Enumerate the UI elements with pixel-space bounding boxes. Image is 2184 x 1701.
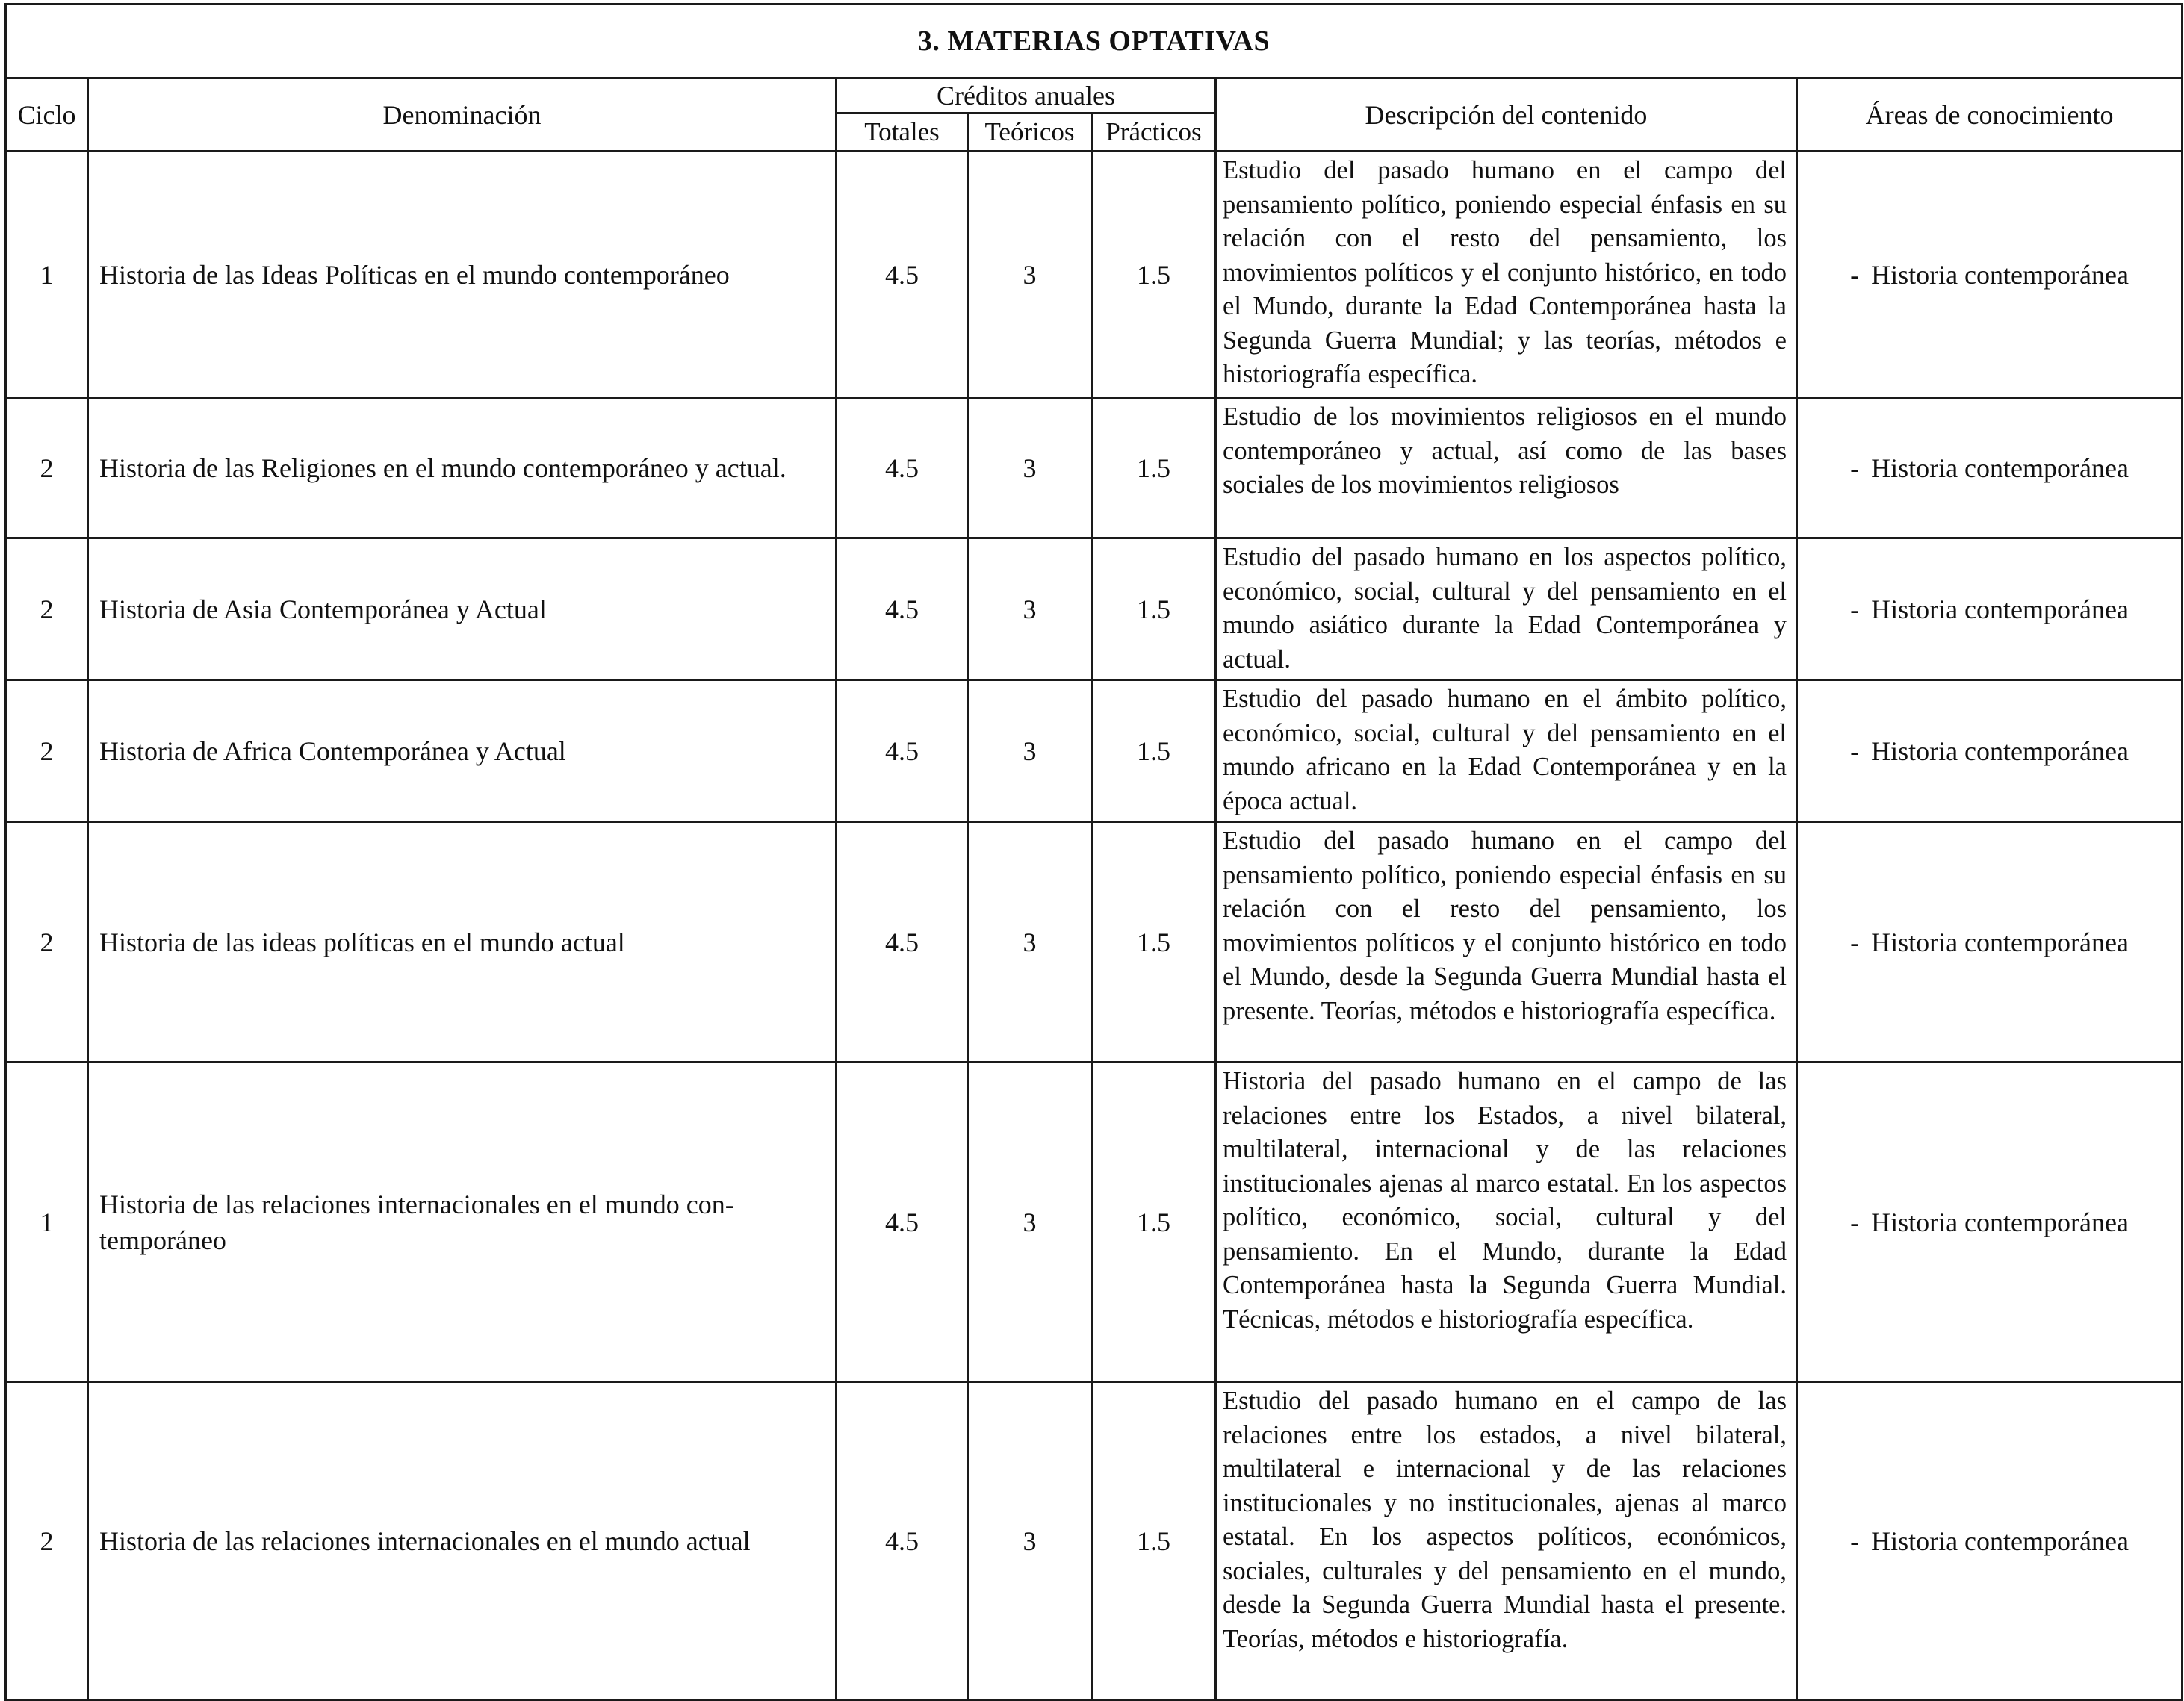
table-row [6, 398, 2183, 538]
totales-cell: 4.5 [837, 822, 968, 1063]
area-cell [1797, 1063, 2183, 1382]
teoricos-cell: 3 [968, 680, 1092, 822]
header-totales: Totales [837, 113, 968, 152]
header-ciclo: Ciclo [6, 78, 88, 152]
area-cell [1797, 398, 2183, 538]
teoricos-cell: 3 [968, 538, 1092, 680]
practicos-cell: 1.5 [1092, 152, 1216, 398]
ciclo-cell: 2 [6, 538, 88, 680]
denominacion-cell: Historia de las relaciones internacionales en el mundo actual [88, 1382, 837, 1700]
table-row [6, 1063, 2183, 1382]
descripcion-cell: Historia del pasado humano en el campo de las relaciones entre los Estados, a nivel bilateral, multilateral, internacional y de las relaciones institucionales ajenas al marco estatal. En los aspectos político, económico, social, cultural y del pensamiento. En el Mundo, durante la Edad Contemporánea hasta la Segunda Guerra Mundial. Técnicas, métodos e historiografía específica. [1216, 1063, 1797, 1382]
totales-cell: 4.5 [837, 538, 968, 680]
bullet-dash: - [1850, 1526, 1860, 1556]
table-row [6, 680, 2183, 822]
practicos-cell: 1.5 [1092, 398, 1216, 538]
area-label: Historia contemporánea [1871, 259, 2129, 290]
totales-cell: 4.5 [837, 152, 968, 398]
area-cell [1797, 1382, 2183, 1700]
header-creditos-anuales: Créditos anuales [837, 78, 1216, 113]
denominacion-cell: Historia de las Religiones en el mundo contemporáneo y actual. [88, 398, 837, 538]
teoricos-cell: 3 [968, 822, 1092, 1063]
area-label: Historia contemporánea [1871, 453, 2129, 483]
teoricos-cell: 3 [968, 398, 1092, 538]
teoricos-cell: 3 [968, 1382, 1092, 1700]
descripcion-cell: Estudio de los movimientos religiosos en el mundo contemporáneo y actual, así como de las bases sociales de los movimientos religiosos [1216, 398, 1797, 538]
header-denominacion: Denominación [88, 78, 837, 152]
optional-subjects-table [4, 3, 2183, 1701]
bullet-dash: - [1850, 259, 1860, 290]
ciclo-cell: 2 [6, 822, 88, 1063]
teoricos-cell: 3 [968, 1063, 1092, 1382]
practicos-cell: 1.5 [1092, 680, 1216, 822]
denominacion-cell: Historia de las relaciones internacionales en el mundo contemporáneo [88, 1063, 837, 1382]
area-label: Historia contemporánea [1871, 594, 2129, 624]
bullet-dash: - [1850, 594, 1860, 624]
denominacion-cell: Historia de las Ideas Políticas en el mundo contemporáneo [88, 152, 837, 398]
area-label: Historia contemporánea [1871, 1526, 2129, 1556]
area-cell [1797, 680, 2183, 822]
table-row [6, 538, 2183, 680]
bullet-dash: - [1850, 453, 1860, 483]
ciclo-cell: 2 [6, 398, 88, 538]
practicos-cell: 1.5 [1092, 822, 1216, 1063]
area-label: Historia contemporánea [1871, 927, 2129, 957]
descripcion-cell: Estudio del pasado humano en el ámbito político, económico, social, cultural y del pensamiento en el mundo africano en la Edad Contemporánea y en la época actual. [1216, 680, 1797, 822]
area-cell [1797, 822, 2183, 1063]
ciclo-cell: 2 [6, 1382, 88, 1700]
bullet-dash: - [1850, 1207, 1860, 1237]
ciclo-cell: 1 [6, 152, 88, 398]
ciclo-cell: 1 [6, 1063, 88, 1382]
area-label: Historia contemporánea [1871, 1207, 2129, 1237]
table-row [6, 1382, 2183, 1700]
header-teoricos: Teóricos [968, 113, 1092, 152]
bullet-dash: - [1850, 927, 1860, 957]
denominacion-cell: Historia de Africa Contemporánea y Actual [88, 680, 837, 822]
ciclo-cell: 2 [6, 680, 88, 822]
table-row [6, 152, 2183, 398]
descripcion-cell: Estudio del pasado humano en el campo de las relaciones entre los estados, a nivel bilateral, multilateral e internacional y de las relaciones institucionales y no institucionales, ajenas al marco estatal. En los aspectos políticos, económicos, sociales, culturales y del pensamiento en el mundo, desde la Segunda Guerra Mundial hasta el presente. Teorías, métodos e historiografía. [1216, 1382, 1797, 1700]
area-label: Historia contemporánea [1871, 736, 2129, 766]
descripcion-cell: Estudio del pasado humano en el campo del pensamiento político, poniendo especial énfasis en su relación con el resto del pensamiento, los movimientos políticos y el conjunto histórico en todo el Mundo, desde la Segunda Guerra Mundial hasta el presente. Teorías, métodos e historiografía específica. [1216, 822, 1797, 1063]
area-cell [1797, 152, 2183, 398]
descripcion-cell: Estudio del pasado humano en los aspectos político, económico, social, cultural y del pensamiento en el mundo asiático durante la Edad Contemporánea y actual. [1216, 538, 1797, 680]
bullet-dash: - [1850, 736, 1860, 766]
practicos-cell: 1.5 [1092, 1063, 1216, 1382]
descripcion-cell: Estudio del pasado humano en el campo del pensamiento político, poniendo especial énfasis en su relación con el resto del pensamiento, los movimientos políticos y el conjunto histórico, en todo el Mundo, durante la Edad Contemporánea hasta la Segunda Guerra Mundial; y las teorías, métodos e historiografía específica. [1216, 152, 1797, 398]
header-practicos: Prácticos [1092, 113, 1216, 152]
denominacion-cell: Historia de Asia Contemporánea y Actual [88, 538, 837, 680]
table-row [6, 822, 2183, 1063]
totales-cell: 4.5 [837, 1382, 968, 1700]
teoricos-cell: 3 [968, 152, 1092, 398]
area-cell [1797, 538, 2183, 680]
table-title: 3. MATERIAS OPTATIVAS [6, 4, 2183, 78]
denominacion-cell: Historia de las ideas políticas en el mundo actual [88, 822, 837, 1063]
practicos-cell: 1.5 [1092, 538, 1216, 680]
totales-cell: 4.5 [837, 1063, 968, 1382]
totales-cell: 4.5 [837, 680, 968, 822]
totales-cell: 4.5 [837, 398, 968, 538]
practicos-cell: 1.5 [1092, 1382, 1216, 1700]
header-areas: Áreas de conocimiento [1797, 78, 2183, 152]
header-descripcion: Descripción del contenido [1216, 78, 1797, 152]
